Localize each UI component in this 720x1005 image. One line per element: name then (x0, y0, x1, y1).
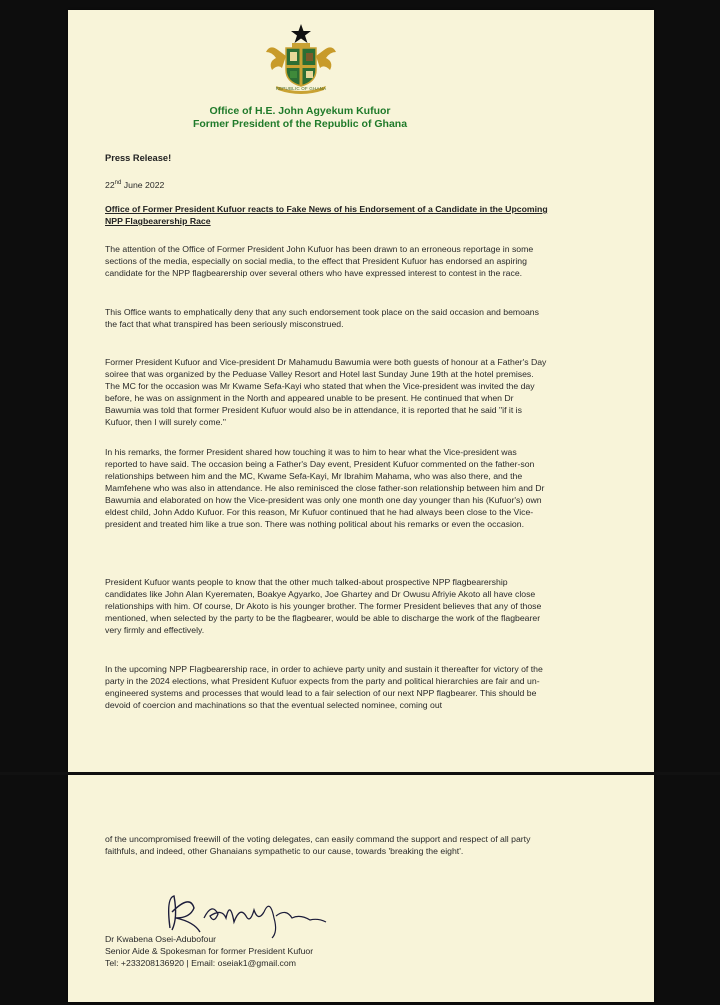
paragraph: The attention of the Office of Former President John Kufuor has been drawn to an erroneous reportage in some sections of the media, especially on social media, to the effect that President Kufuor has endorsed an aspiring candidate for the NPP flagbearership over several others who have expressed interest to contest in the race. (105, 244, 534, 278)
paragraph: This Office wants to emphatically deny that any such endorsement took place on the said occasion and bemoans the fact that what transpired has been seriously misconstrued. (105, 307, 539, 329)
crest-caption: REPUBLIC OF GHANA (275, 86, 327, 91)
release-headline: Office of Former President Kufuor reacts to Fake News of his Endorsement of a Candidate in the Upcoming NPP Flagbearership Race (105, 204, 548, 226)
release-date: 22nd June 2022 (105, 179, 165, 190)
signature-block (105, 933, 550, 969)
office-subtitle: Former President of the Republic of Ghana (192, 118, 408, 130)
office-title: Office of H.E. John Agyekum Kufuor (209, 105, 391, 117)
paragraph: of the uncompromised freewill of the voting delegates, can easily command the support and respect of all party faithfuls, and indeed, other Ghanaians sympathetic to our cause, towards 'breaking the eight'. (105, 834, 531, 856)
signatory-title: Senior Aide & Spokesman for former President Kufuor (105, 946, 314, 956)
signatory-contact: Tel: +233208136920 | Email: oseiak1@gmail.com (105, 958, 296, 968)
paragraph: In the upcoming NPP Flagbearership race, in order to achieve party unity and sustain it thereafter for victory of the party in the 2024 elections, what President Kufuor expects from the party and political hierarchies are fair and un-engineered systems and processes that would lead to a fair selection of our next NPP flagbearer. This should be devoid of coercion and machinations so that the eventual selected nominee, coming out (105, 664, 543, 710)
signatory-name: Dr Kwabena Osei-Adubofour (105, 934, 217, 944)
paragraph: Former President Kufuor and Vice-president Dr Mahamudu Bawumia were both guests of honour at a Father's Day soiree that was organized by the Peduase Valley Resort and Hotel last Sunday June 19th at the hotel premises. The MC for the occasion was Mr Kwame Sefa-Kayi who stated that when the Vice-president was invited the day before, he was on assignment in the North and appeared unable to be present. He continued that when Dr Bawumia was told that former President Kufuor would also be in attendance, it is reported that he said "if it is Kufuor, then I will surely come." (105, 357, 547, 427)
ghana-coat-of-arms-icon (262, 22, 340, 96)
press-release-label: Press Release! (105, 153, 172, 163)
paragraph: President Kufuor wants people to know that the other much talked-about prospective NPP flagbearership candidates like John Alan Kyerematen, Boakye Agyarko, Joe Ghartey and Dr Owusu Afriyie Akoto all have close relationships with him. Of course, Dr Akoto is his younger brother. The former President believes that any of those mentioned, when selected by the party to be the flagbearer, would be able to discharge the work of the flagbearer very firmly and effectively. (105, 577, 542, 635)
paragraph: In his remarks, the former President shared how touching it was to him to hear what the Vice-president was reported to have said. The occasion being a Father's Day event, President Kufuor commented on the father-son relationships between him and the MC, Kwame Sefa-Kayi, Mr Ibrahim Mahama, who was also there, and the Mamfehene who was also in attendance. He also reminisced the close father-son relationship between him and Dr Bawumia and elaborated on how the Vice-president was only one month one day younger than his (Kufuor's) own eldest child, John Addo Kufuor. For this reason, Mr Kufuor continued that he had always been close to the Vice-president and treated him like a true son. There was nothing political about his remarks or even the occasion. (105, 447, 545, 529)
